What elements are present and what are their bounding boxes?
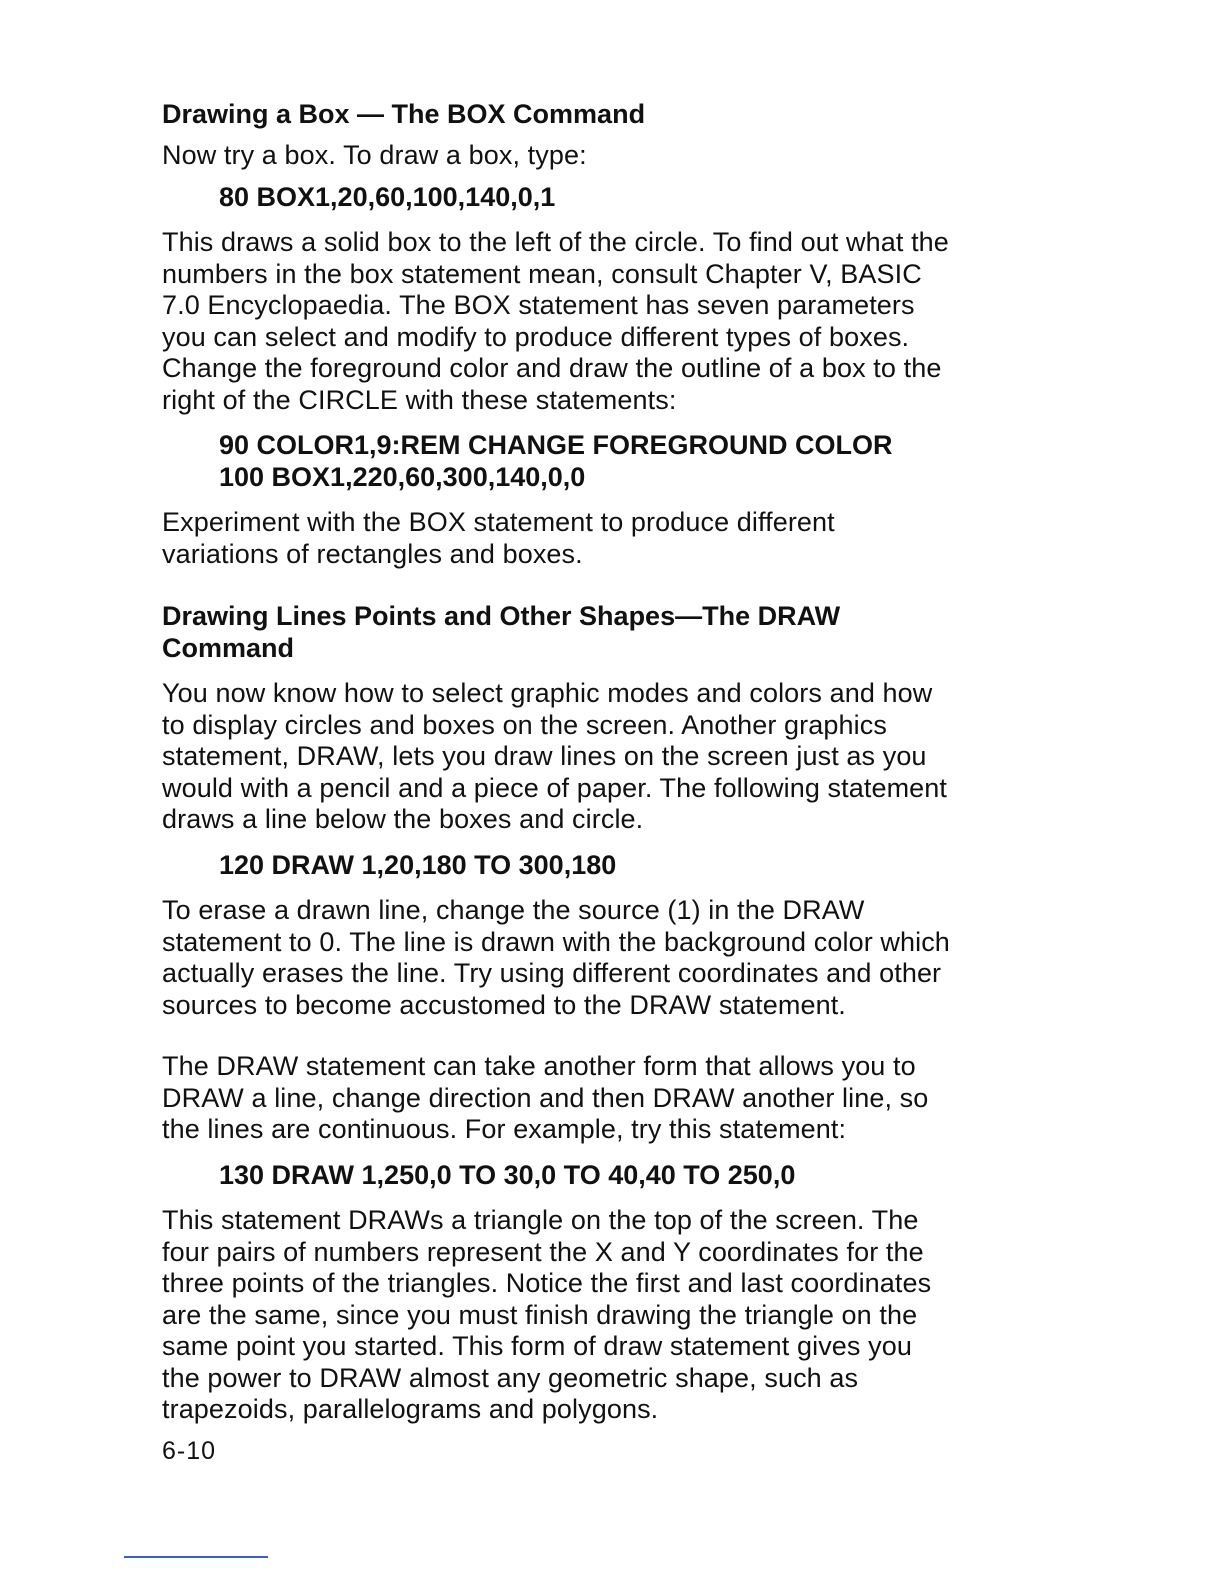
section-heading-draw [162, 600, 1022, 664]
code-line: 130 DRAW 1,250,0 TO 30,0 TO 40,40 TO 250,0 [219, 1159, 796, 1190]
text-line: four pairs of numbers represent the X and Y coordinates for the [162, 1236, 924, 1267]
text-line: actually erases the line. Try using different coordinates and other [162, 958, 942, 988]
text-line: would with a pencil and a piece of paper. The following statement [162, 772, 947, 803]
code-line: 120 DRAW 1,20,180 TO 300,180 [219, 849, 617, 880]
section-heading-box: Drawing a Box — The BOX Command [162, 99, 646, 129]
document-page [162, 98, 1022, 1466]
text-line: Experiment with the BOX statement to produce different [162, 507, 835, 537]
text-line: statement to 0. The line is drawn with the background color which [162, 926, 950, 957]
page-number: 6-10 [162, 1436, 217, 1465]
text-line: same point you started. This form of draw statement gives you [162, 1331, 912, 1361]
code-line: 90 COLOR1,9:REM CHANGE FOREGROUND COLOR [219, 430, 893, 460]
text-line: trapezoids, parallelograms and polygons. [162, 1394, 659, 1424]
text-line: Change the foreground color and draw the outline of a box to the [162, 353, 942, 383]
text-line: sources to become accustomed to the DRAW statement. [162, 989, 846, 1020]
continuous-draw-paragraph [162, 1051, 1022, 1146]
text-line: The DRAW statement can take another form that allows you to [162, 1051, 916, 1081]
draw-intro-paragraph [162, 678, 1022, 836]
code-block [162, 430, 1022, 493]
text-line: This statement DRAWs a triangle on the top of the screen. The [162, 1205, 919, 1235]
text-line: You now know how to select graphic modes and colors and how [162, 678, 933, 708]
experiment-paragraph [162, 507, 1022, 570]
text-line: three points of the triangles. Notice the first and last coordinates [162, 1268, 932, 1298]
text-line: This draws a solid box to the left of the circle. To find out what the [162, 227, 949, 257]
code-line: 100 BOX1,220,60,300,140,0,0 [219, 461, 586, 492]
erase-paragraph [162, 895, 1022, 1021]
box-explanation-paragraph [162, 227, 1022, 416]
text-line: draws a line below the boxes and circle. [162, 804, 644, 834]
text-line: the lines are continuous. For example, try this statement: [162, 1114, 847, 1144]
intro-paragraph: Now try a box. To draw a box, type: [162, 140, 587, 170]
text-line: the power to DRAW almost any geometric shape, such as [162, 1362, 859, 1393]
heading-line: Command [162, 633, 295, 663]
text-line: variations of rectangles and boxes. [162, 538, 583, 569]
triangle-paragraph [162, 1205, 1022, 1426]
text-line: statement, DRAW, lets you draw lines on the screen just as you [162, 741, 927, 771]
code-line: 80 BOX1,20,60,100,140,0,1 [219, 181, 556, 212]
bottom-rule [124, 1556, 268, 1558]
text-line: numbers in the box statement mean, consult Chapter V, BASIC [162, 258, 922, 289]
heading-line: Drawing Lines Points and Other Shapes—The DRAW [162, 601, 841, 631]
text-line: right of the CIRCLE with these statements: [162, 384, 677, 415]
text-line: you can select and modify to produce different types of boxes. [162, 321, 910, 352]
text-line: to display circles and boxes on the screen. Another graphics [162, 709, 887, 740]
text-line: 7.0 Encyclopaedia. The BOX statement has seven parameters [162, 290, 915, 320]
text-line: are the same, since you must finish drawing the triangle on the [162, 1299, 918, 1330]
text-line: To erase a drawn line, change the source (1) in the DRAW [162, 895, 865, 925]
text-line: DRAW a line, change direction and then DRAW another line, so [162, 1082, 929, 1113]
